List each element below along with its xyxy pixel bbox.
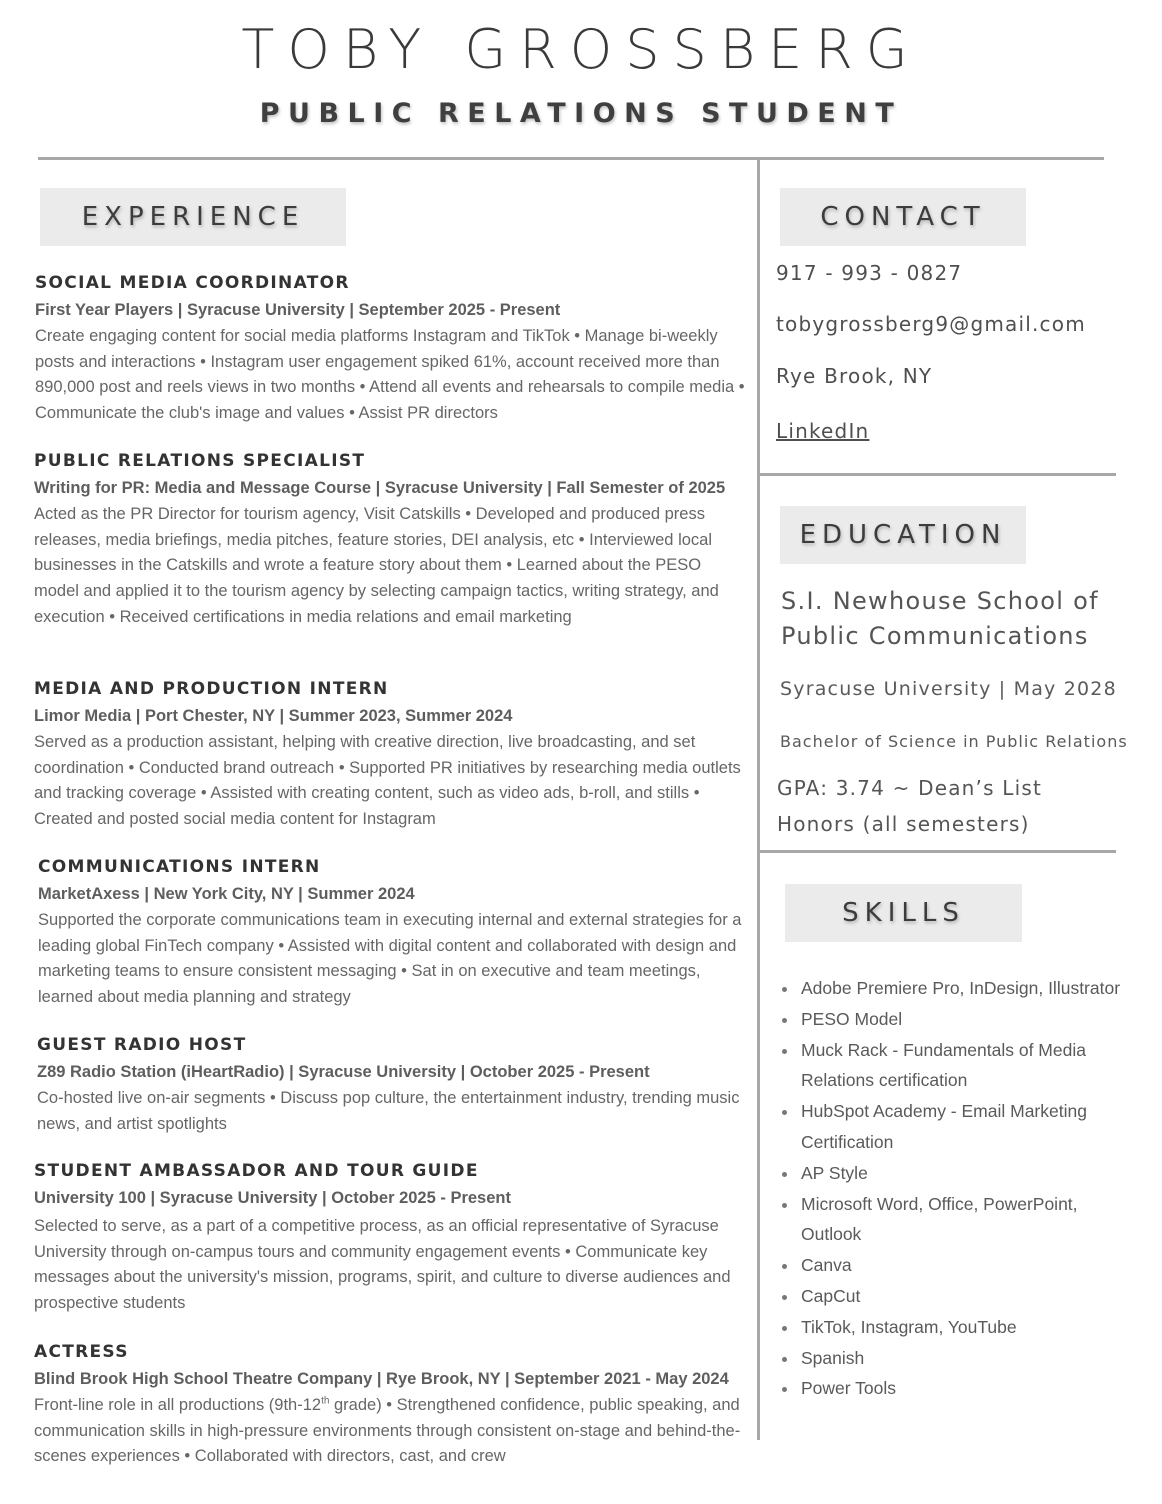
job-meta: University 100 | Syracuse University | October 2025 - Present (34, 1189, 511, 1207)
skill-item: Spanish (780, 1343, 1130, 1374)
contact-location: Rye Brook, NY (776, 364, 933, 388)
experience-item (34, 448, 750, 631)
resume-name: TOBY GROSSBERG (241, 18, 921, 81)
resume-role: PUBLIC RELATIONS STUDENT (259, 98, 903, 129)
job-meta: Limor Media | Port Chester, NY | Summer 2023, Summer 2024 (34, 707, 513, 725)
education-heading: EDUCATION (780, 506, 1026, 564)
education-school: S.I. Newhouse School of Public Communications (781, 587, 1099, 650)
job-title: PUBLIC RELATIONS SPECIALIST (34, 451, 366, 471)
skill-item: Canva (780, 1250, 1130, 1281)
job-description: Supported the corporate communications team in executing internal and external strategies for a leading global FinTech company • Assisted with digital content and collaborated with design and marketing teams to ensure consistent messaging • Sat in on executive and team meetings, learned about media planning and strategy (38, 911, 742, 1007)
job-title: COMMUNICATIONS INTERN (38, 857, 321, 877)
job-description: Create engaging content for social media platforms Instagram and TikTok • Manage bi-weekly posts and interactions • Instagram user engagement spiked 61%, account received more than 890,000 post and reels views in two months • Attend all events and rehearsals to compile media • Communicate the club's image and values • Assist PR directors (35, 327, 745, 423)
experience-item (34, 1158, 750, 1317)
skills-heading: SKILLS (785, 884, 1022, 942)
experience-item (38, 854, 754, 1011)
column-divider (757, 160, 760, 1440)
job-description: Acted as the PR Director for tourism agency, Visit Catskills • Developed and produced press releases, media briefings, media pitches, feature stories, DEI analysis, etc • Interviewed local businesses in the Catskills and wrote a feature story about them • Learned about the PESO model and applied it to the tourism agency by selecting campaign tactics, writing strategy, and execution • Received certifications in media relations and email marketing (34, 505, 719, 626)
job-meta: MarketAxess | New York City, NY | Summer 2024 (38, 885, 415, 903)
skill-item: PESO Model (780, 1004, 1130, 1035)
experience-item (34, 676, 750, 833)
ordinal-suffix: th (321, 1395, 330, 1407)
skills-list (780, 973, 1130, 1404)
job-description-start: Front-line role in all productions (9th-12 (34, 1396, 322, 1414)
contact-heading: CONTACT (780, 188, 1026, 246)
skill-item: Power Tools (780, 1373, 1130, 1404)
skill-item: Adobe Premiere Pro, InDesign, Illustrator (780, 973, 1130, 1004)
skill-item: Microsoft Word, Office, PowerPoint, Outlook (780, 1189, 1130, 1251)
skill-item: HubSpot Academy - Email Marketing Certification (780, 1096, 1130, 1158)
job-description (34, 1393, 750, 1470)
job-title: GUEST RADIO HOST (37, 1035, 247, 1055)
contact-phone: 917 - 993 - 0827 (776, 261, 963, 285)
skill-item: Muck Rack - Fundamentals of Media Relations certification (780, 1035, 1130, 1097)
job-meta: Blind Brook High School Theatre Company | Rye Brook, NY | September 2021 - May 2024 (34, 1370, 729, 1388)
contact-divider (760, 473, 1116, 476)
job-title: STUDENT AMBASSADOR AND TOUR GUIDE (34, 1161, 479, 1181)
skill-item: AP Style (780, 1158, 1130, 1189)
education-degree: Bachelor of Science in Public Relations (780, 732, 1128, 751)
experience-item (35, 270, 751, 427)
job-description: Selected to serve, as a part of a competitive process, as an official representative of Syracuse University through on-campus tours and community engagement events • Communicate key messages about the university's mission, programs, spirit, and culture to diverse audiences and prospective students (34, 1217, 731, 1313)
contact-email[interactable]: tobygrossberg9@gmail.com (776, 312, 1086, 336)
linkedin-link[interactable]: LinkedIn (776, 419, 870, 443)
job-title: SOCIAL MEDIA COORDINATOR (35, 273, 350, 293)
job-title: ACTRESS (34, 1342, 129, 1362)
job-description: Co-hosted live on-air segments • Discuss pop culture, the entertainment industry, trending music news, and artist spotlights (37, 1089, 740, 1133)
experience-heading: EXPERIENCE (40, 188, 346, 246)
experience-item (34, 1339, 750, 1470)
job-title: MEDIA AND PRODUCTION INTERN (34, 679, 389, 699)
job-meta: Writing for PR: Media and Message Course | Syracuse University | Fall Semester of 2025 (34, 479, 726, 497)
experience-item (37, 1032, 753, 1137)
job-description: Served as a production assistant, helping with creative direction, live broadcasting, and set coordination • Conducted brand outreach • Supported PR initiatives by researching media outlets and tracking coverage • Assisted with creating content, such as video ads, b-roll, and stills • Created and posted social media content for Instagram (34, 733, 741, 829)
skill-item: CapCut (780, 1281, 1130, 1312)
education-divider (760, 850, 1116, 853)
education-gpa: GPA: 3.74 ~ Dean’s List Honors (all semesters) (777, 776, 1043, 836)
job-description-end: grade) • Strengthened confidence, public speaking, and communication skills in high-pressure environments through consistent on-stage and behind-the-scenes experiences • Collaborated with directors, cast, and crew (34, 1396, 741, 1466)
header-divider (38, 157, 1104, 160)
skill-item: TikTok, Instagram, YouTube (780, 1312, 1130, 1343)
job-meta: First Year Players | Syracuse University | September 2025 - Present (35, 301, 561, 319)
job-meta: Z89 Radio Station (iHeartRadio) | Syracuse University | October 2025 - Present (37, 1063, 650, 1081)
education-university: Syracuse University | May 2028 (780, 678, 1117, 700)
